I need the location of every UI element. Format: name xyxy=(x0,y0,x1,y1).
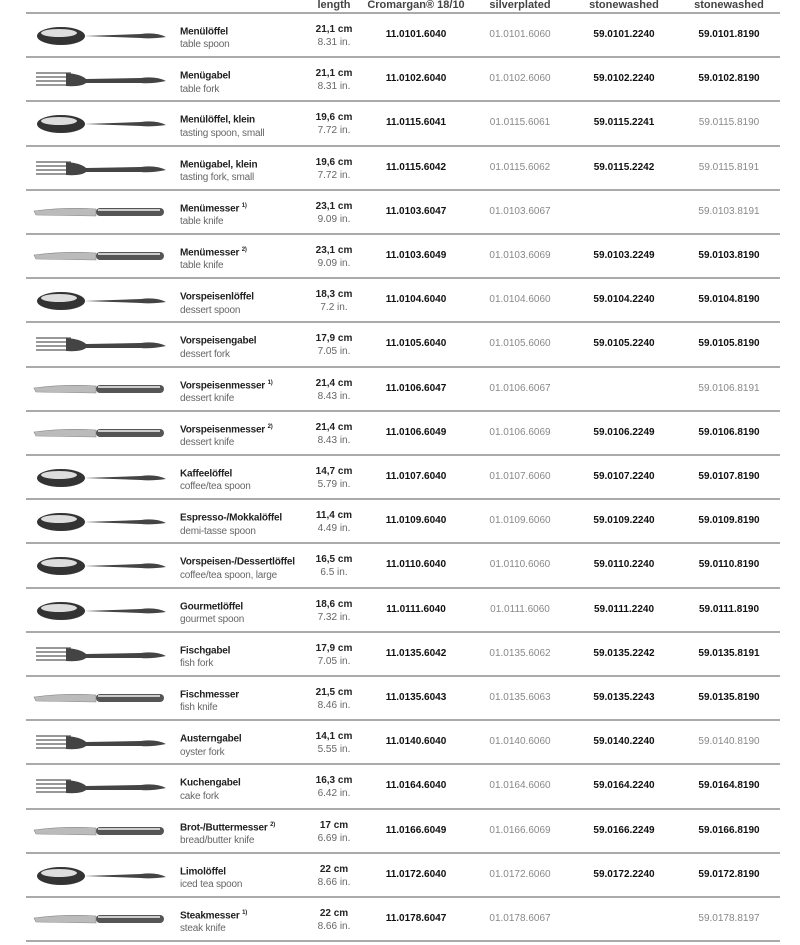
article-number: 01.0178.6067 xyxy=(489,913,551,924)
article-number: 59.0135.2243 xyxy=(593,692,655,703)
spoon-icon xyxy=(26,548,176,584)
name-german: Vorspeisengabel xyxy=(180,335,257,347)
name-english: coffee/tea spoon xyxy=(180,481,251,493)
product-name xyxy=(180,332,256,360)
article-number: 59.0102.8190 xyxy=(698,73,760,85)
article-number: 11.0140.6040 xyxy=(385,736,447,748)
length-cm: 11,4 cm xyxy=(315,510,353,522)
article-number: 11.0106.6049 xyxy=(385,426,447,438)
table-row xyxy=(26,147,780,191)
table-row xyxy=(26,191,780,235)
article-number: 11.0135.6043 xyxy=(385,692,447,703)
length xyxy=(304,332,364,358)
table-header xyxy=(0,0,800,12)
length-in: 9.09 in. xyxy=(317,258,351,269)
length-cm: 14,1 cm xyxy=(315,731,353,743)
article-number: 11.0111.6040 xyxy=(386,603,446,615)
article-number: 01.0106.6067 xyxy=(489,382,551,394)
knife-icon xyxy=(26,239,176,275)
length-in: 8.31 in. xyxy=(317,37,351,48)
length xyxy=(304,23,364,49)
article-number: 59.0109.8190 xyxy=(698,515,760,527)
length-in: 8.43 in. xyxy=(317,390,351,402)
name-german: Vorspeisenmesser xyxy=(180,424,265,436)
name-english: table knife xyxy=(180,216,224,228)
name-english: fish knife xyxy=(180,702,218,714)
article-number: 11.0115.6041 xyxy=(385,117,447,129)
name-german: Fischmesser xyxy=(180,689,239,701)
length-cm: 21,4 cm xyxy=(315,421,353,433)
fork-icon xyxy=(26,769,176,805)
product-name xyxy=(180,863,242,891)
article-number: 11.0166.6049 xyxy=(385,824,447,836)
article-number: 59.0105.2240 xyxy=(593,338,655,350)
header-stonewashed-2: stonewashed xyxy=(694,0,764,11)
table-row xyxy=(26,235,780,279)
header-cromargan: Cromargan® 18/10 xyxy=(367,0,465,11)
length-in: 8.43 in. xyxy=(317,434,351,446)
length xyxy=(304,377,364,403)
name-english: dessert fork xyxy=(180,348,230,360)
article-number: 59.0172.2240 xyxy=(593,868,655,880)
article-number: 01.0140.6060 xyxy=(489,736,551,748)
name-german: Vorspeisenmesser xyxy=(180,379,265,391)
article-number: 01.0104.6060 xyxy=(489,294,551,306)
spoon-icon xyxy=(26,283,176,319)
knife-icon xyxy=(26,416,176,452)
length-cm: 16,5 cm xyxy=(315,554,353,566)
knife-icon xyxy=(26,902,176,938)
name-english: cake fork xyxy=(180,790,219,802)
product-name xyxy=(180,907,247,935)
article-number: 59.0103.8191 xyxy=(698,205,760,217)
spoon-icon xyxy=(26,504,176,540)
length xyxy=(304,686,364,712)
length-cm: 23,1 cm xyxy=(315,200,353,212)
length-in: 4.49 in. xyxy=(317,523,351,535)
spoon-icon xyxy=(26,593,176,629)
product-name xyxy=(180,465,251,493)
article-number: 59.0106.2249 xyxy=(593,426,655,438)
length-in: 9.09 in. xyxy=(317,213,351,225)
spoon-icon xyxy=(26,106,176,142)
product-name xyxy=(180,819,275,847)
product-name xyxy=(180,67,230,95)
article-number: 11.0135.6042 xyxy=(385,647,447,659)
name-german: Steakmesser xyxy=(180,910,240,922)
article-number: 59.0166.8190 xyxy=(698,824,760,836)
name-english: dessert spoon xyxy=(180,304,241,316)
name-english: demi-tasse spoon xyxy=(180,525,256,537)
article-number: 59.0135.2242 xyxy=(593,647,655,659)
product-name xyxy=(180,421,273,449)
article-number: 59.0172.8190 xyxy=(698,868,760,880)
table-row xyxy=(26,544,780,588)
name-german: Espresso-/Mokkalöffel xyxy=(180,512,282,524)
product-name xyxy=(180,642,230,670)
name-english: dessert knife xyxy=(180,437,235,449)
length-cm: 19,6 cm xyxy=(315,112,353,124)
length xyxy=(304,244,364,270)
length-in: 6.69 in. xyxy=(317,832,351,844)
article-number: 59.0115.8190 xyxy=(698,117,760,129)
article-number: 11.0101.6040 xyxy=(385,29,447,40)
article-number: 59.0111.8190 xyxy=(698,603,760,615)
length-in: 7.2 in. xyxy=(320,302,348,314)
article-number: 01.0115.6062 xyxy=(489,161,551,173)
name-german: Menümesser xyxy=(180,247,240,259)
name-english: table spoon xyxy=(180,39,230,51)
table-row xyxy=(26,589,780,633)
article-number: 11.0110.6040 xyxy=(385,559,447,571)
footnote-marker: 2) xyxy=(241,247,247,253)
article-number: 11.0103.6049 xyxy=(385,250,447,261)
article-number: 59.0166.2249 xyxy=(593,824,655,836)
fork-icon xyxy=(26,62,176,98)
name-english: bread/butter knife xyxy=(180,834,255,846)
length-in: 7.72 in. xyxy=(317,169,351,181)
length xyxy=(304,156,364,182)
article-number: 01.0105.6060 xyxy=(489,338,551,350)
name-english: tasting fork, small xyxy=(180,171,255,183)
article-number: 11.0115.6042 xyxy=(385,161,447,173)
length-in: 8.66 in. xyxy=(317,921,351,932)
article-number: 01.0109.6060 xyxy=(489,515,551,527)
length xyxy=(304,819,364,845)
article-number: 59.0110.2240 xyxy=(593,559,655,571)
length-cm: 21,1 cm xyxy=(315,24,353,35)
table-row xyxy=(26,721,780,765)
article-number: 01.0111.6060 xyxy=(490,603,550,615)
spoon-icon xyxy=(26,460,176,496)
product-name xyxy=(180,730,242,758)
article-number: 59.0115.2242 xyxy=(593,161,655,173)
article-number: 01.0103.6069 xyxy=(489,250,551,261)
article-number: 01.0172.6060 xyxy=(489,868,551,880)
length-in: 5.79 in. xyxy=(317,479,351,490)
length-in: 7.05 in. xyxy=(317,346,351,358)
article-number: 59.0135.8191 xyxy=(698,647,760,659)
article-number: 59.0101.8190 xyxy=(698,29,760,40)
product-name xyxy=(180,23,230,51)
length-cm: 16,3 cm xyxy=(315,775,353,787)
spoon-icon xyxy=(26,18,176,54)
name-english: tasting spoon, small xyxy=(180,127,265,139)
table-row xyxy=(26,810,780,854)
article-number: 11.0102.6040 xyxy=(385,73,447,85)
table-row xyxy=(26,633,780,677)
table-row xyxy=(26,412,780,456)
article-number: 59.0115.8191 xyxy=(698,161,760,173)
name-german: Menügabel, klein xyxy=(180,158,258,170)
article-number: 01.0110.6060 xyxy=(489,559,551,571)
product-name xyxy=(180,774,241,802)
name-english: fish fork xyxy=(180,658,214,670)
footnote-marker: 1) xyxy=(267,379,273,386)
length xyxy=(304,553,364,579)
article-number: 11.0103.6047 xyxy=(385,205,447,217)
article-number: 11.0164.6040 xyxy=(385,780,447,792)
fork-icon xyxy=(26,637,176,673)
article-number: 01.0102.6060 xyxy=(489,73,551,85)
length-cm: 21,1 cm xyxy=(315,68,353,80)
length-in: 5.55 in. xyxy=(317,744,351,756)
name-german: Vorspeisenlöffel xyxy=(180,291,254,303)
article-number: 59.0107.2240 xyxy=(593,471,655,482)
name-german: Limolöffel xyxy=(180,866,226,878)
length xyxy=(304,598,364,624)
name-english: dessert knife xyxy=(180,392,235,404)
name-english: iced tea spoon xyxy=(180,879,243,891)
length-cm: 18,6 cm xyxy=(315,598,353,610)
article-number: 59.0103.2249 xyxy=(593,250,655,261)
product-name xyxy=(180,553,295,581)
article-number: 01.0164.6060 xyxy=(489,780,551,792)
product-name xyxy=(180,598,244,626)
length xyxy=(304,288,364,314)
length-cm: 17,9 cm xyxy=(315,642,353,654)
product-name xyxy=(180,288,254,316)
name-german: Menügabel xyxy=(180,70,231,82)
name-german: Menümesser xyxy=(180,203,240,215)
name-german: Brot-/Buttermesser xyxy=(180,821,268,833)
length-in: 7.32 in. xyxy=(317,611,351,623)
article-number: 11.0107.6040 xyxy=(385,471,447,482)
article-number: 01.0107.6060 xyxy=(489,471,551,482)
length-in: 7.05 in. xyxy=(317,655,351,667)
length xyxy=(304,863,364,889)
article-number: 11.0104.6040 xyxy=(385,294,447,306)
article-number: 01.0115.6061 xyxy=(489,117,551,129)
product-name xyxy=(180,686,239,714)
length-cm: 18,3 cm xyxy=(315,289,353,301)
article-number: 59.0107.8190 xyxy=(698,471,760,482)
length-in: 6.42 in. xyxy=(317,788,351,800)
spoon-icon xyxy=(26,858,176,894)
name-german: Kuchengabel xyxy=(180,777,241,789)
article-number: 59.0178.8197 xyxy=(698,913,760,924)
article-number: 59.0106.8191 xyxy=(698,382,760,394)
length-cm: 21,5 cm xyxy=(315,687,353,698)
fork-icon xyxy=(26,725,176,761)
article-number: 01.0135.6063 xyxy=(489,692,551,703)
table-row xyxy=(26,323,780,367)
length xyxy=(304,509,364,535)
product-name xyxy=(180,156,257,184)
length xyxy=(304,642,364,668)
length xyxy=(304,907,364,933)
table-row xyxy=(26,279,780,323)
article-number: 59.0140.2240 xyxy=(593,736,655,748)
knife-icon xyxy=(26,814,176,850)
article-number: 11.0172.6040 xyxy=(385,868,447,880)
length-in: 6.5 in. xyxy=(320,567,348,579)
fork-icon xyxy=(26,151,176,187)
article-number: 01.0166.6069 xyxy=(489,824,551,836)
name-english: table knife xyxy=(180,260,224,272)
footnote-marker: 1) xyxy=(241,202,247,209)
product-name xyxy=(180,244,247,272)
name-english: steak knife xyxy=(180,923,226,935)
name-german: Kaffeelöffel xyxy=(180,468,233,480)
article-number: 59.0101.2240 xyxy=(593,29,655,40)
length-cm: 23,1 cm xyxy=(315,245,353,256)
article-number: 59.0102.2240 xyxy=(593,73,655,85)
name-english: table fork xyxy=(180,83,220,95)
table-row xyxy=(26,898,780,942)
article-number: 01.0101.6060 xyxy=(489,29,551,40)
article-number: 59.0103.8190 xyxy=(698,250,760,261)
article-number: 59.0104.2240 xyxy=(593,294,655,306)
length-cm: 22 cm xyxy=(319,863,349,875)
length-cm: 22 cm xyxy=(319,908,349,919)
knife-icon xyxy=(26,195,176,231)
length xyxy=(304,67,364,93)
length-cm: 17 cm xyxy=(319,819,349,831)
article-number: 59.0164.8190 xyxy=(698,780,760,792)
article-number: 59.0140.8190 xyxy=(698,736,760,748)
article-number: 01.0135.6062 xyxy=(489,647,551,659)
length xyxy=(304,730,364,756)
product-name xyxy=(180,377,273,405)
product-name xyxy=(180,111,264,139)
article-number: 59.0111.2240 xyxy=(593,603,655,615)
table-row xyxy=(26,58,780,102)
table-row xyxy=(26,677,780,721)
length-in: 7.72 in. xyxy=(317,125,351,137)
article-number: 59.0104.8190 xyxy=(698,294,760,306)
fork-icon xyxy=(26,327,176,363)
name-german: Gourmetlöffel xyxy=(180,600,243,612)
table-row xyxy=(26,102,780,146)
article-number: 59.0115.2241 xyxy=(593,117,655,129)
name-german: Menülöffel, klein xyxy=(180,114,255,126)
length-cm: 21,4 cm xyxy=(315,377,353,389)
article-number: 01.0106.6069 xyxy=(489,426,551,438)
article-number: 11.0109.6040 xyxy=(385,515,447,527)
name-german: Fischgabel xyxy=(180,645,231,657)
row-divider xyxy=(26,940,780,942)
name-german: Menülöffel xyxy=(180,26,228,38)
article-number: 59.0135.8190 xyxy=(698,692,760,703)
article-number: 01.0103.6067 xyxy=(489,205,551,217)
length-in: 8.66 in. xyxy=(317,876,351,888)
length-in: 8.46 in. xyxy=(317,700,351,711)
article-number: 11.0106.6047 xyxy=(385,382,447,394)
length-cm: 19,6 cm xyxy=(315,156,353,168)
length xyxy=(304,200,364,226)
article-number: 59.0105.8190 xyxy=(698,338,760,350)
table-row xyxy=(26,456,780,500)
product-name xyxy=(180,200,247,228)
header-length: length xyxy=(317,0,351,11)
name-english: coffee/tea spoon, large xyxy=(180,569,277,581)
footnote-marker: 2) xyxy=(267,423,273,430)
length-cm: 17,9 cm xyxy=(315,333,353,345)
table-row xyxy=(26,368,780,412)
table-row xyxy=(26,14,780,58)
footnote-marker: 1) xyxy=(242,910,248,916)
article-number: 59.0164.2240 xyxy=(593,780,655,792)
name-german: Vorspeisen-/Dessertlöffel xyxy=(180,556,295,568)
length xyxy=(304,111,364,137)
header-stonewashed: stonewashed xyxy=(589,0,659,11)
article-number: 59.0106.8190 xyxy=(698,426,760,438)
table-row xyxy=(26,500,780,544)
length-in: 8.31 in. xyxy=(317,81,351,93)
table-row xyxy=(26,854,780,898)
article-number: 11.0105.6040 xyxy=(385,338,447,350)
name-german: Austerngabel xyxy=(180,733,242,745)
footnote-marker: 2) xyxy=(270,821,276,828)
product-name xyxy=(180,509,282,537)
length xyxy=(304,421,364,447)
table-row xyxy=(26,765,780,809)
length-cm: 14,7 cm xyxy=(315,466,353,477)
length xyxy=(304,465,364,491)
knife-icon xyxy=(26,681,176,717)
header-silverplated: silverplated xyxy=(489,0,551,11)
knife-icon xyxy=(26,372,176,408)
length xyxy=(304,774,364,800)
name-english: oyster fork xyxy=(180,746,225,758)
article-number: 11.0178.6047 xyxy=(385,913,447,924)
name-english: gourmet spoon xyxy=(180,613,245,625)
article-number: 59.0109.2240 xyxy=(593,515,655,527)
article-number: 59.0110.8190 xyxy=(698,559,760,571)
